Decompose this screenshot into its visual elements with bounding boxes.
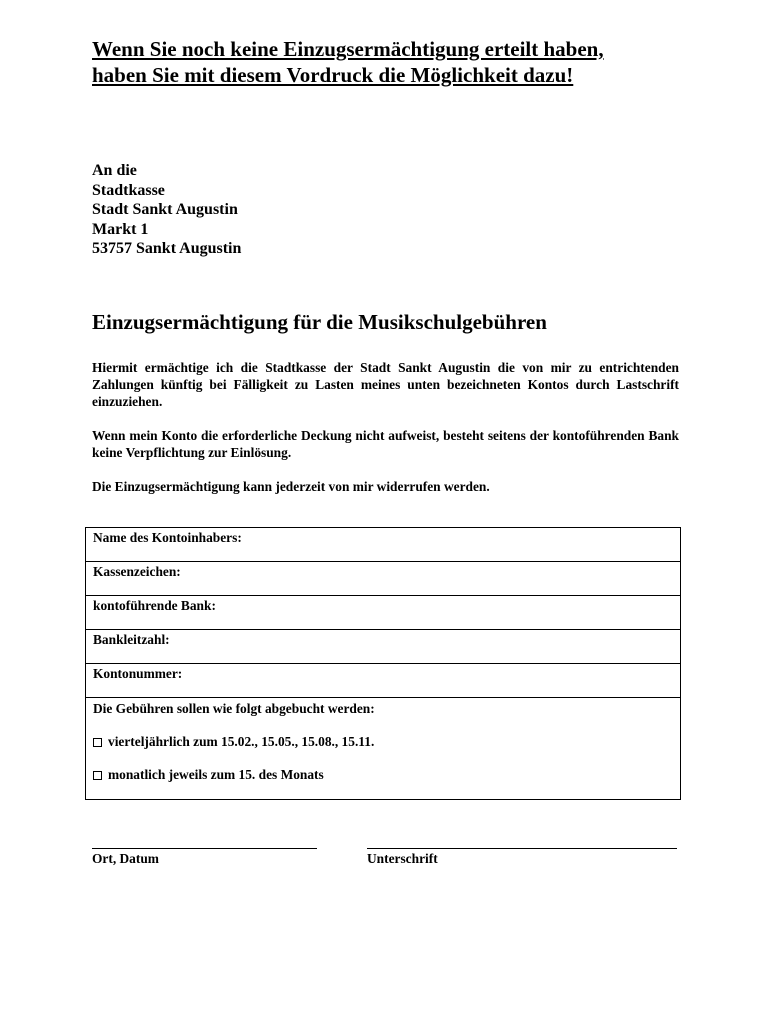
signature-line[interactable] [367, 848, 677, 849]
address-line: Markt 1 [92, 220, 149, 238]
bank-label: kontoführende Bank: [93, 598, 216, 613]
headline [92, 36, 692, 88]
signature-label: Unterschrift [367, 851, 438, 866]
form-row-account-number[interactable] [86, 664, 680, 698]
form-row-bank-code[interactable] [86, 630, 680, 664]
address-line: 53757 Sankt Augustin [92, 240, 242, 257]
document-title: Einzugsermächtigung für die Musikschulgebühren [92, 310, 547, 334]
headline-line-2: haben Sie mit diesem Vordruck die Möglichkeit dazu! [92, 63, 574, 87]
address-line: An die [92, 162, 137, 179]
headline-line-1: Wenn Sie noch keine Einzugsermächtigung erteilt haben, [92, 37, 604, 61]
recipient-address [92, 161, 241, 259]
paragraph-coverage: Wenn mein Konto die erforderliche Deckung nicht aufweist, besteht seitens der kontoführenden Bank keine Verpflichtung zur Einlösung. [92, 428, 679, 460]
address-line: Stadtkasse [92, 181, 165, 199]
place-date-label: Ort, Datum [92, 851, 159, 866]
form-row-bank[interactable] [86, 596, 680, 630]
option-quarterly[interactable] [93, 734, 374, 750]
payment-schedule-label: Die Gebühren sollen wie folgt abgebucht werden: [93, 701, 375, 716]
checkbox-quarterly[interactable] [93, 738, 102, 747]
cash-reference-label: Kassenzeichen: [93, 564, 181, 579]
form-row-account-holder[interactable] [86, 528, 680, 562]
form-row-cash-reference[interactable] [86, 562, 680, 596]
paragraph-revocation: Die Einzugsermächtigung kann jederzeit von mir widerrufen werden. [92, 479, 490, 494]
option-monthly[interactable] [93, 767, 324, 783]
paragraph-authorization: Hiermit ermächtige ich die Stadtkasse der Stadt Sankt Augustin die von mir zu entrichtenden Zahlungen künftig bei Fälligkeit zu Lasten meines unten bezeichneten Kontos durch Lastschrift einzuziehen. [92, 360, 679, 409]
option-quarterly-label: vierteljährlich zum 15.02., 15.05., 15.08., 15.11. [108, 734, 375, 749]
account-form [85, 527, 681, 800]
place-date-line[interactable] [92, 848, 317, 849]
bank-code-label: Bankleitzahl: [93, 632, 170, 647]
checkbox-monthly[interactable] [93, 771, 102, 780]
option-monthly-label: monatlich jeweils zum 15. des Monats [108, 767, 324, 782]
address-line: Stadt Sankt Augustin [92, 201, 238, 218]
account-holder-label: Name des Kontoinhabers: [93, 530, 242, 545]
account-number-label: Kontonummer: [93, 666, 183, 681]
